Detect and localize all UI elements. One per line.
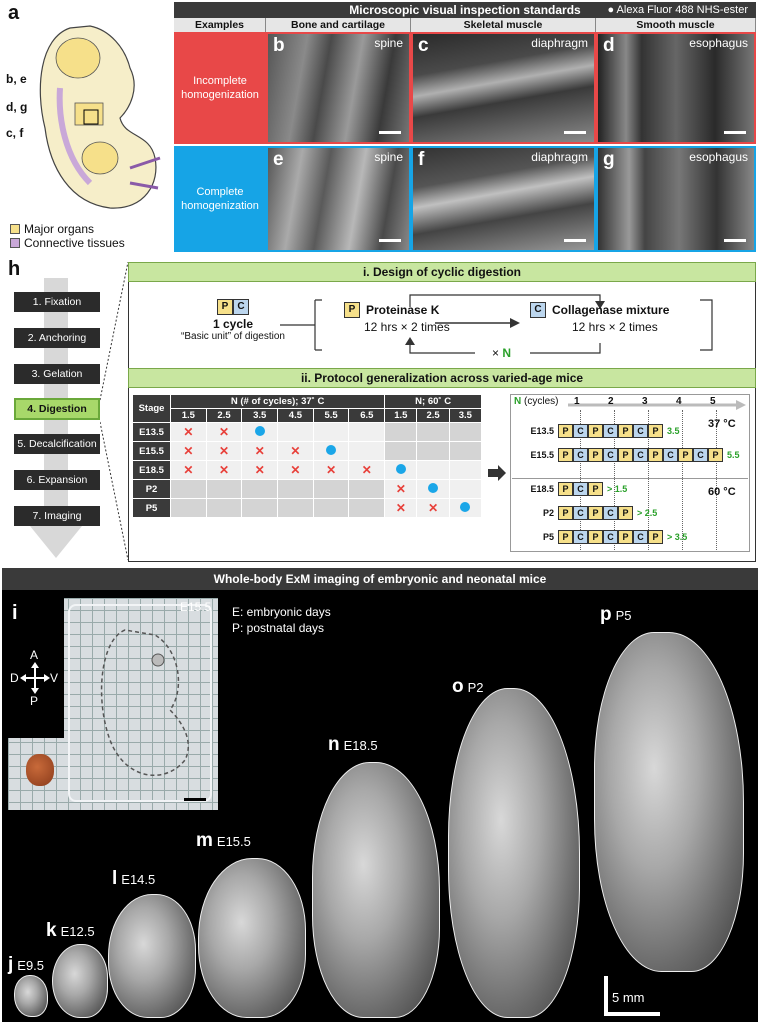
result-cell [206, 499, 242, 518]
result-cell [278, 461, 314, 480]
cycle-header-60: 3.5 [449, 409, 481, 423]
panel-i-stage: E15.5 [180, 600, 212, 614]
col-skeletal: Skeletal muscle [411, 18, 596, 32]
dir-d: D [10, 671, 19, 685]
result-cell [206, 442, 242, 461]
cycle-header-37: 6.5 [349, 409, 385, 423]
c-box: C [603, 424, 618, 438]
result-cell [171, 480, 207, 499]
p-box: P [588, 482, 603, 496]
cycle-header-37: 1.5 [171, 409, 207, 423]
c-box: C [633, 448, 648, 462]
step-anchoring: 2. Anchoring [14, 328, 100, 348]
inspection-title: Microscopic visual inspection standards [349, 3, 581, 17]
micro-c-tissue: diaphragm [531, 36, 588, 50]
cycle-title: 1 cycle [212, 317, 254, 331]
step-fixation: 1. Fixation [14, 292, 100, 312]
scale-bar [379, 239, 401, 242]
result-cell [242, 442, 278, 461]
micro-c [411, 32, 596, 144]
p-box: P [618, 530, 633, 544]
result-cell [171, 461, 207, 480]
proteinase-label: Proteinase K [366, 303, 440, 317]
result-cell [206, 480, 242, 499]
fail-mark: ✕ [183, 444, 194, 458]
result-cell [313, 423, 349, 442]
p-box: P [558, 424, 573, 438]
c-box: C [633, 424, 648, 438]
p-box: P [558, 506, 573, 520]
result-cell [278, 480, 314, 499]
specimen-n [312, 762, 440, 1018]
p-box: P [588, 506, 603, 520]
proteinase-block [344, 302, 484, 334]
seq-row [516, 424, 680, 438]
c-box: C [603, 448, 618, 462]
result-cell [242, 461, 278, 480]
label-m: m E15.5 [196, 830, 251, 851]
micro-c-label: c [418, 35, 429, 56]
marker-dg: d, g [6, 100, 28, 114]
step-imaging: 7. Imaging [14, 506, 100, 526]
step-gelation: 3. Gelation [14, 364, 100, 384]
success-mark [396, 464, 406, 474]
success-mark [255, 426, 265, 436]
axis-n: N [514, 396, 522, 407]
p-box: P [648, 530, 663, 544]
result-cell [449, 423, 481, 442]
micro-e-tissue: spine [374, 150, 403, 164]
result-cell [385, 442, 417, 461]
micro-d-label: d [603, 35, 615, 56]
dir-p: P [30, 694, 39, 708]
micro-d-tissue: esophagus [689, 36, 748, 50]
panel-a-label: a [8, 2, 20, 24]
c-box: C [573, 424, 588, 438]
protocol-table [132, 394, 482, 518]
fail-mark: ✕ [183, 425, 194, 439]
result-cell [417, 423, 449, 442]
c-box: C [603, 530, 618, 544]
seq-row [516, 530, 687, 544]
axis-gridline [716, 410, 717, 550]
p-box: P [588, 424, 603, 438]
label-l: l E14.5 [112, 868, 156, 889]
times-n: × N [492, 346, 512, 360]
result-cell [349, 480, 385, 499]
axis-gridline [682, 410, 683, 550]
result-cell [385, 461, 417, 480]
cycle-header-37: 5.5 [313, 409, 349, 423]
micro-f-label: f [418, 149, 425, 170]
fail-mark: ✕ [219, 425, 230, 439]
stage-cell: E13.5 [133, 423, 171, 442]
fail-mark: ✕ [290, 444, 301, 458]
result-cell [417, 480, 449, 499]
c-box: C [573, 448, 588, 462]
axis-tick: 4 [676, 396, 682, 407]
result-cell [349, 423, 385, 442]
notes [232, 604, 331, 636]
seq-stage: E13.5 [530, 426, 554, 436]
note-e: E: embryonic days [232, 605, 331, 619]
collagenase-block [530, 302, 690, 334]
col-smooth: Smooth muscle [596, 18, 756, 32]
step-decalcification: 5. Decalcification [14, 434, 100, 454]
fail-mark: ✕ [290, 463, 301, 477]
marker-cf: c, f [6, 126, 24, 140]
p-box: P [558, 530, 573, 544]
seq-row [516, 448, 740, 462]
wholebody-scale-bar [604, 976, 608, 1016]
fail-mark: ✕ [254, 444, 265, 458]
legend-text: Connective tissues [24, 236, 125, 250]
p-box: P [558, 482, 573, 496]
fluor-label: ● Alexa Fluor 488 NHS-ester [607, 4, 748, 16]
temp37: 37 °C [708, 418, 736, 430]
micro-g [596, 146, 756, 252]
note-p: P: postnatal days [232, 621, 325, 635]
collagenase-label: Collagenase mixture [552, 303, 670, 317]
axis-tick: 5 [710, 396, 716, 407]
specimen-k [52, 944, 108, 1018]
stage-header: Stage [133, 395, 171, 423]
result-cell [242, 423, 278, 442]
c-box: C [530, 302, 546, 318]
result-cell [278, 442, 314, 461]
table-row [133, 499, 482, 518]
p-box: P [344, 302, 360, 318]
result-cell [349, 499, 385, 518]
micro-b-tissue: spine [374, 36, 403, 50]
p-box: P [678, 448, 693, 462]
seq-stage: P5 [542, 532, 554, 542]
inspection-title-bar [174, 2, 756, 18]
fail-mark: ✕ [219, 444, 230, 458]
label-n: n E18.5 [328, 734, 378, 755]
table-row [133, 480, 482, 499]
panel-i-label: i [12, 602, 18, 624]
seq-value: 3.5 [667, 426, 680, 436]
result-cell [242, 480, 278, 499]
result-cell [171, 423, 207, 442]
seq-value: 5.5 [727, 450, 740, 460]
scale-bar [564, 131, 586, 134]
wholebody-title: Whole-body ExM imaging of embryonic and neonatal mice [2, 568, 758, 590]
cycle-unit [168, 296, 298, 342]
axis-tick: 1 [574, 396, 580, 407]
micro-e [266, 146, 411, 252]
result-cell [417, 442, 449, 461]
group37-header: N (# of cycles); 37˚ C [171, 395, 385, 409]
label-j: j E9.5 [8, 954, 45, 975]
scale-bar [724, 131, 746, 134]
legend-text: Major organs [24, 222, 95, 236]
p-box: P [618, 448, 633, 462]
micro-d [596, 32, 756, 144]
c-box: C [573, 482, 588, 496]
cycle-header-37: 2.5 [206, 409, 242, 423]
success-mark [428, 483, 438, 493]
c-box: C [573, 506, 588, 520]
success-mark [326, 445, 336, 455]
seq-value: > 2.5 [637, 508, 658, 518]
seq-row [516, 482, 627, 496]
specimen-o [448, 688, 580, 1018]
fail-mark: ✕ [361, 463, 372, 477]
result-cell [313, 480, 349, 499]
cycle-header-60: 1.5 [385, 409, 417, 423]
p-box: P [708, 448, 723, 462]
fail-mark: ✕ [428, 501, 439, 515]
seq-stage: E18.5 [530, 484, 554, 494]
stage-cell: P5 [133, 499, 171, 518]
p-box: P [217, 299, 233, 315]
scale-bar [379, 131, 401, 134]
fail-mark: ✕ [395, 482, 406, 496]
row-incomplete: Incomplete homogenization [174, 32, 266, 144]
panel-h-label: h [8, 258, 21, 280]
collagenase-time: 12 hrs × 2 times [572, 320, 658, 334]
fail-mark: ✕ [326, 463, 337, 477]
fail-mark: ✕ [395, 501, 406, 515]
micro-b [266, 32, 411, 144]
seq-stage: P2 [542, 508, 554, 518]
result-cell [417, 499, 449, 518]
c-box: C [663, 448, 678, 462]
micro-g-tissue: esophagus [689, 150, 748, 164]
c-box: C [693, 448, 708, 462]
embryo-outline [90, 620, 200, 790]
legend-swatch [10, 238, 20, 248]
seq-stage: E15.5 [530, 450, 554, 460]
p-box: P [588, 530, 603, 544]
result-cell [449, 499, 481, 518]
table-row [133, 423, 482, 442]
stage-cell: E15.5 [133, 442, 171, 461]
specimen-p [594, 632, 744, 972]
step-digestion: 4. Digestion [14, 398, 100, 420]
proteinase-time: 12 hrs × 2 times [364, 320, 450, 334]
right-arrow [488, 465, 506, 481]
cycle-header-37: 4.5 [278, 409, 314, 423]
micro-f [411, 146, 596, 252]
result-cell [313, 442, 349, 461]
p-box: P [648, 448, 663, 462]
cycle-header-37: 3.5 [242, 409, 278, 423]
c-box: C [603, 506, 618, 520]
p-box: P [618, 506, 633, 520]
result-cell [313, 461, 349, 480]
wholebody-scale-bar-h [604, 1012, 660, 1016]
label-o: o P2 [452, 676, 484, 697]
wholebody-scale-text: 5 mm [612, 990, 645, 1005]
success-mark [460, 502, 470, 512]
seq-divider [512, 478, 748, 479]
row-complete: Complete homogenization [174, 146, 266, 252]
marker-be: b, e [6, 72, 27, 86]
result-cell [242, 499, 278, 518]
label-p: p P5 [600, 604, 632, 625]
result-cell [417, 461, 449, 480]
label-k: k E12.5 [46, 920, 95, 941]
p-box: P [558, 448, 573, 462]
design-title: i. Design of cyclic digestion [128, 262, 756, 282]
result-cell [449, 480, 481, 499]
specimen-l [108, 894, 196, 1018]
result-cell [349, 461, 385, 480]
p-box: P [648, 424, 663, 438]
result-cell [206, 423, 242, 442]
fail-mark: ✕ [183, 463, 194, 477]
p-box: P [588, 448, 603, 462]
table-row [133, 442, 482, 461]
seq-row [516, 506, 657, 520]
result-cell [385, 480, 417, 499]
p-box: P [618, 424, 633, 438]
panel-i-scale [184, 798, 206, 801]
result-cell [278, 423, 314, 442]
zoom-lines [100, 262, 130, 562]
col-bone: Bone and cartilage [266, 18, 411, 32]
direction-compass [10, 648, 60, 708]
result-cell [385, 423, 417, 442]
c-box: C [573, 530, 588, 544]
specimen-j [14, 975, 48, 1017]
micro-e-label: e [273, 149, 284, 170]
axis-tick: 2 [608, 396, 614, 407]
result-cell [171, 442, 207, 461]
legend-connective [10, 236, 125, 250]
result-cell [449, 461, 481, 480]
axis-tick: 3 [642, 396, 648, 407]
result-cell [206, 461, 242, 480]
scale-bar [564, 239, 586, 242]
seq-axis-line [568, 400, 748, 410]
legend-organs [10, 222, 94, 236]
protocol-title: ii. Protocol generalization across varied-age mice [128, 368, 756, 388]
result-cell [313, 499, 349, 518]
specimen-m [198, 858, 306, 1018]
scale-bar [724, 239, 746, 242]
cycle-header-60: 2.5 [417, 409, 449, 423]
seq-value: > 1.5 [607, 484, 628, 494]
result-cell [385, 499, 417, 518]
table-row [133, 461, 482, 480]
step-expansion: 6. Expansion [14, 470, 100, 490]
seq-value: > 3.5 [667, 532, 688, 542]
result-cell [449, 442, 481, 461]
result-cell [278, 499, 314, 518]
fail-mark: ✕ [219, 463, 230, 477]
col-examples: Examples [174, 18, 266, 32]
group60-header: N; 60˚ C [385, 395, 482, 409]
micro-f-tissue: diaphragm [531, 150, 588, 164]
dir-a: A [30, 648, 39, 662]
legend-swatch [10, 224, 20, 234]
result-cell [171, 499, 207, 518]
axis-label: (cycles) [524, 396, 559, 407]
stage-cell: P2 [133, 480, 171, 499]
cycle-subtitle: “Basic unit” of digestion [181, 331, 285, 342]
fail-mark: ✕ [254, 463, 265, 477]
micro-g-label: g [603, 149, 615, 170]
embryo-schematic [30, 18, 170, 218]
dir-v: V [50, 671, 59, 685]
temp60: 60 °C [708, 486, 736, 498]
n-label: N [502, 346, 512, 360]
small-embryo [26, 754, 54, 786]
stage-cell: E18.5 [133, 461, 171, 480]
c-box: C [633, 530, 648, 544]
result-cell [349, 442, 385, 461]
c-box: C [233, 299, 249, 315]
micro-b-label: b [273, 35, 285, 56]
